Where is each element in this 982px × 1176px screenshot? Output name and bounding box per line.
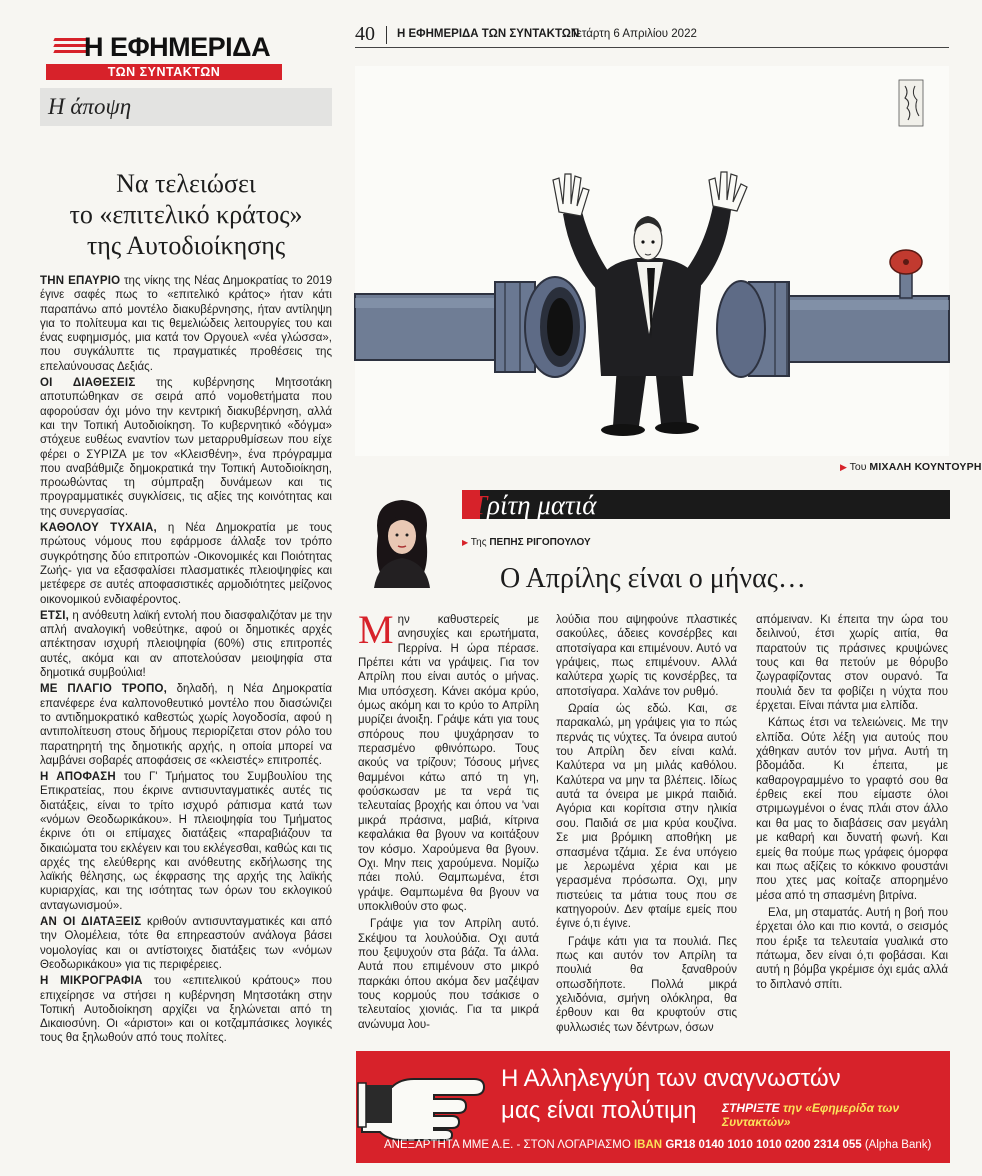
column-section-title [472, 488, 596, 522]
paragraph-lead: ΟΙ ΔΙΑΘΕΣΕΙΣ [40, 377, 136, 390]
section-label: Η άποψη [40, 88, 332, 126]
ad-support-text [722, 1101, 942, 1129]
byline [462, 537, 591, 548]
section-initial: Τ [472, 490, 488, 520]
right-pipe [717, 250, 949, 377]
cartoon-credit [840, 461, 982, 473]
triangle-marker-icon: ▶ [840, 462, 847, 472]
cartoon-drawing [355, 66, 949, 456]
editorial-paragraph [40, 376, 332, 519]
paragraph-lead: ΑΝ ΟΙ ΔΙΑΤΑΞΕΙΣ [40, 916, 142, 929]
column-section-banner [462, 490, 950, 519]
paragraph-lead: ΚΑΘΟΛΟΥ ΤΥΧΑΙΑ, [40, 522, 157, 535]
paragraph-lead: ΕΤΣΙ, [40, 609, 69, 622]
paragraph-lead: ΜΕ ΠΛΑΓΙΟ ΤΡΟΠΟ, [40, 683, 168, 696]
editorial-column [40, 30, 332, 1045]
section-title-rest: ρίτη ματιά [487, 490, 597, 520]
paragraph-text: της νίκης της Νέας Δημοκρατίας το 2019 έγινε σαφές πως το «επιτελικό κράτος» ήταν κάτι παραπάνω από μοντέλο διακυβέρνησης, ήταν αντίληψη για το πολίτευμα και τις θεμελιώδεις λειτουργίες του και ένας ευφημισμός, μια κατά τον Οργουελ «νέα γλώσσα», που συγκάλυπτε τις πραγματικές προθέσεις της επελαύνουσας Δεξιάς. [40, 275, 332, 373]
masthead-subtitle: ΤΩΝ ΣΥΝΤΑΚΤΩΝ [46, 64, 282, 80]
masthead-logo[interactable] [40, 30, 332, 82]
column-paragraph: απόμειναν. Κι έπειτα την ώρα του δειλινού, έτσι χωρίς αιτία, θα παρατούν τις πράσινες κρυψώνες τους και θα πετούν με θόρυβο ζωγραφίζοντας στον ουρανό. Τα πουλιά δεν τα φοβίζει η νύχτα που έρχεται. Είναι πάντα μια ελπίδα. [756, 614, 948, 713]
page-number: 40 [355, 23, 375, 45]
solidarity-ad-banner[interactable] [356, 1051, 950, 1163]
support-rest: την «Εφημερίδα των Συντακτών» [722, 1101, 900, 1129]
column-paragraph: Γράψε για τον Απρίλη αυτό. Σκέψου τα λουλούδια. Οχι αυτά που ξεψυχούν στα βάζα. Τα άλλα. Αυτά που επιμένουν στο μικρό παρκάκι όπου ακόμα δεν μαζέψαν τους κορμούς που τσάκισε ο τελευταίος χιονιάς. Για τα μικρά ανώνυμα λου- [358, 918, 539, 1031]
paragraph-text: η Νέα Δημοκρατία με τους πρώτους νόμους που εφάρμοσε άλλαξε τον τρόπο συγκρότησης δύο επιτροπών -Οικονομικές και Ποιότητας Ζωής- για να εξασφαλίσει πλασματικές πλειοψηφίες και μετέφερε σε αυτές αποφασιστικές αρμοδιότητες μείζονος οικονομικού ενδιαφέροντος. [40, 522, 332, 606]
pointing-hand-icon [358, 1061, 500, 1135]
byline-name: ΠΕΠΗΣ ΡΙΓΟΠΟΥΛΟΥ [489, 537, 591, 548]
column-paragraph: Ωραία ώς εδώ. Και, σε παρακαλώ, μη γράψεις για το πώς περνάς τις νύχτες. Τα όνειρα αυτού του Απρίλη δεν είναι καλά. Καλύτερα να μη μιλάς καθόλου. Καλύτερα να μην τα βλέπεις. Ιδίως αυτά τα όνειρα με μικρά παιδιά. Αγόρια και κορίτσια στην ηλικία σου. Παιδιά σε μια κρύα κουζίνα. Σε μια βρόμικη αποθήκη με σπασμένα τζάμια. Σε ένα υπόγειο με λερωμένα χέρια και με γερασμένα πρόσωπα. Οχι, μην πιστεύεις τα μάτια τους που σε κατηγορούν. Δεν φταίμε εμείς που έγινε ό,τι έγινε. [556, 703, 737, 931]
column-text-col-1 [358, 607, 539, 1035]
editorial-body [40, 274, 332, 1048]
ad-headline: Η Αλληλεγγύη των αναγνωστών [501, 1065, 841, 1092]
editorial-title-line: της Αυτοδιοίκησης [86, 231, 286, 260]
column-paragraph: Γράψε κάτι για τα πουλιά. Πες πως και αυτόν τον Απρίλη τα πουλιά θα ξαναθρούν οπωσδήποτε. Πολλά μικρά χελιδόνια, σμήνη ολόκληρα, θα έρθουν και θα κρυφτούν στις φυλλωσιές των δέντρων, όσων [556, 935, 737, 1034]
column-title: Ο Απρίλης είναι ο μήνας… [500, 563, 806, 594]
support-prefix: ΣΤΗΡΙΞΤΕ [722, 1101, 780, 1115]
triangle-marker-icon: ▶ [462, 538, 469, 547]
column-text-col-3 [756, 613, 948, 995]
iban-number: GR18 0140 1010 1010 0200 2314 055 [665, 1139, 862, 1151]
header-divider [386, 26, 387, 44]
cartoon-illustration[interactable] [355, 66, 949, 456]
paragraph-text: της κυβέρνησης Μητσοτάκη αποτυπώθηκαν σε σειρά από νομοθετήματα που αφορούσαν όχι μόνο την κεντρική διακυβέρνηση, αλλά και την Τοπική Αυτοδιοίκηση. Το κυβερνητικό «δόγμα» στόχευε ευθέως εναντίον των μεταρρυθμίσεων που είχε φέρει ο ΣΥΡΙΖΑ με τον «Κλεισθένη», ένα πρόγραμμα που αναβάθμιζε δημοκρατικά την Τοπική Αυτοδιοίκηση, προωθώντας τη σύμπραξη δυνάμεων και τις προγραμματικές συγκλίσεις, τις αξίες της κοινότητας και της συνεργασίας. [40, 377, 332, 518]
header-paper-name: Η ΕΦΗΜΕΡΙΔΑ ΤΩΝ ΣΥΝΤΑΚΤΩΝ [397, 28, 580, 40]
drop-cap: Μ [358, 607, 394, 652]
ad-footer-text: ΑΝΕΞΑΡΤΗΤΑ ΜΜΕ Α.Ε. - ΣΤΟΝ ΛΟΓΑΡΙΑΣΜΟ [384, 1139, 631, 1151]
header-date: Τετάρτη 6 Απριλίου 2022 [571, 28, 697, 40]
paragraph-lead: Η ΜΙΚΡΟΓΡΑΦΙΑ [40, 975, 143, 988]
column-text-col-2 [556, 613, 737, 1038]
page-header [355, 22, 949, 48]
paragraph-lead: Η ΑΠΟΦΑΣΗ [40, 771, 116, 784]
ad-subheadline: μας είναι πολύτιμη [501, 1097, 697, 1124]
paragraph-lead: ΤΗΝ ΕΠΑΥΡΙΟ [40, 275, 121, 287]
speed-lines-icon [54, 38, 88, 58]
paragraph-text: του Γ' Τμήματος του Συμβουλίου της Επικρατείας, που έκρινε αντισυνταγματικές αυτές τις διατάξεις, είναι το τρίτο ισχυρό ράπισμα κατά των «νόμων Θεοδωρικάκου». Η πλειοψηφία του Τμήματος έκρινε ότι οι επίμαχες διατάξεις «παραβιάζουν τα δικαιώματα του εκλέγειν και του εκλέγεσθαι, καθώς και τις αρχές της ελεύθερης και ανόθευτης εκδήλωσης της λαϊκής θέλησης, ως έκφρασης της αρχής της λαϊκής κυριαρχίας, και της ισότητας των όρων του εκλογικού ανταγωνισμού». [40, 771, 332, 912]
editorial-paragraph [40, 609, 332, 680]
column-paragraph: λούδια που αψηφούνε πλαστικές σακούλες, άδειες κονσέρβες και αποτσίγαρα και επιμένουν. Αυτό να γράψεις, πως επιμένουν. Αλλά καλύτερα χωρίς τις κονσέρβες, τα αποτσίγαρα. Χαλάνε τον ρυθμό. [556, 614, 737, 698]
editorial-paragraph [40, 682, 332, 768]
editorial-title-line: Να τελειώσει [116, 169, 256, 198]
column-paragraph: Ελα, μη σταματάς. Αυτή η βοή που έρχεται όλο και πιο κοντά, ο σεισμός που έριξε τα τελευταία γυαλικά στο πάτωμα, δεν είναι ό,τι φοβάσαι. Και αυτή η βόμβα γκρέμισε όχι εμάς αλλά το διπλανό σπίτι. [756, 906, 948, 991]
paragraph-text: κριθούν αντισυνταγματικές και από την Ολομέλεια, τότε θα επηρεαστούν ανάλογα βάσει νομολογίας και οι αντίστοιχες διατάξεις των «νόμων Θεοδωρικάκου» για τις περιφέρειες. [40, 916, 332, 971]
editorial-title [40, 168, 332, 261]
masthead-title: Η ΕΦΗΜΕΡΙΔΑ [84, 32, 271, 62]
credit-name: ΜΙΧΑΛΗ ΚΟΥΝΤΟΥΡΗ [869, 461, 982, 473]
editorial-paragraph [40, 915, 332, 972]
editorial-paragraph [40, 521, 332, 607]
editorial-paragraph [40, 274, 332, 374]
paragraph-text: ην καθυστερείς με ανησυχίες και ερωτήματα, Περρίνα. Η ώρα πέρασε. Πρέπει κάτι να γράψεις. Για τον Απρίλη που είναι αυτός ο μήνας. Μια υπόσχεση. Κάνει ακόμα κρύο, όμως ακόμη και το κρύο το Απρίλη μυρίζει άνοιξη. Γράψε κάτι για τους σπόρους που ψυχάρησαν το περασμένο φθινόπωρο. Τους ακούς να τρίζουν; Τόσους μήνες θαμμένοι κάτω από τη γη, φούσκωσαν με τα νερά τις τελευταίας βροχής και όπου να 'ναι μικρά πράσινα, μαβιά, κίτρινα κεφαλάκια θα βγουν να κοιτάξουν τον κόσμο. Χαρούμενα θα βγουν. Οχι. Μην πεις χαρούμενα. Νομίζω πάει πολύ. Θαμπωμένα, έτσι γράψε. Θαμπωμένα θα βγουν να υποκλιθούν στο φως. [358, 614, 539, 913]
paragraph-text: δηλαδή, η Νέα Δημοκρατία επανέφερε ένα καλπονοθευτικό μοντέλο που διασώνιζει το αντιδημοκρατικό καθεστώς χωρίς λογοδοσία, αφού η αντιπολίτευση στους δήμους περιορίζεται στον ρόλο του παρατηρητή της δημοτικής αρχής, η οποία μπορεί να λαμβάνει σοβαρές αποφάσεις σε «κλειστές» επιτροπές. [40, 683, 332, 767]
cartoon-signature [899, 80, 923, 126]
credit-prefix: Του [849, 461, 867, 473]
column-paragraph: Κάπως έτσι να τελειώνεις. Με την ελπίδα. Ούτε λέξη για αυτούς που χάθηκαν αυτόν τον μήνα. Αυτή τη βδομάδα. Κι έπειτα, με καθαρογραμμένο το γραφτό σου θα έρθεις εκεί που είμαστε όλοι στριμωγμένοι ο ένας πλάι στον άλλο και θα μας το διαβάσεις σαν μεγάλη με καθαρή και δυνατή φωνή. Και εμείς θα πούμε πως γράφεις όμορφα και πως αξίζεις το κόκκινο φουστάνι που χτες μας κοίταζε απορημένο μέσα από τη σπασμένη βιτρίνα. [756, 717, 948, 902]
iban-label: IBAN [633, 1139, 663, 1151]
byline-prefix: Της [470, 537, 487, 548]
paragraph-text: του «επιτελικού κράτους» που επιχείρησε να στήσει η κυβέρνηση Μητσοτάκη στην Τοπική Αυτοδιοίκηση αρχίζει να ξηλώνεται από τη Δικαιοσύνη. Οι «άριστοι» και οι κοτζαμπάσικες λογικές τους θα ξηλωθούν από τους πολίτες. [40, 975, 332, 1045]
author-photo [360, 496, 444, 588]
column-paragraph [358, 607, 539, 914]
left-pipe [355, 277, 585, 377]
editorial-paragraph [40, 770, 332, 913]
editorial-paragraph [40, 974, 332, 1045]
paragraph-text: η ανόθευτη λαϊκή εντολή που διασφαλιζόταν με την απλή αναλογική νοθεύτηκε, αφού οι δημοτικές αρχές απέκτησαν ισχυρή πλειοψηφία (60%) στις επιτροπές αυτές, ακόμα και αν αποτελούσαν μειοψηφία στα δημοτικά συμβούλια! [40, 609, 332, 680]
editorial-title-line: το «επιτελικό κράτος» [69, 200, 303, 229]
ad-bank-details [384, 1139, 931, 1151]
bank-name: (Alpha Bank) [864, 1139, 932, 1151]
